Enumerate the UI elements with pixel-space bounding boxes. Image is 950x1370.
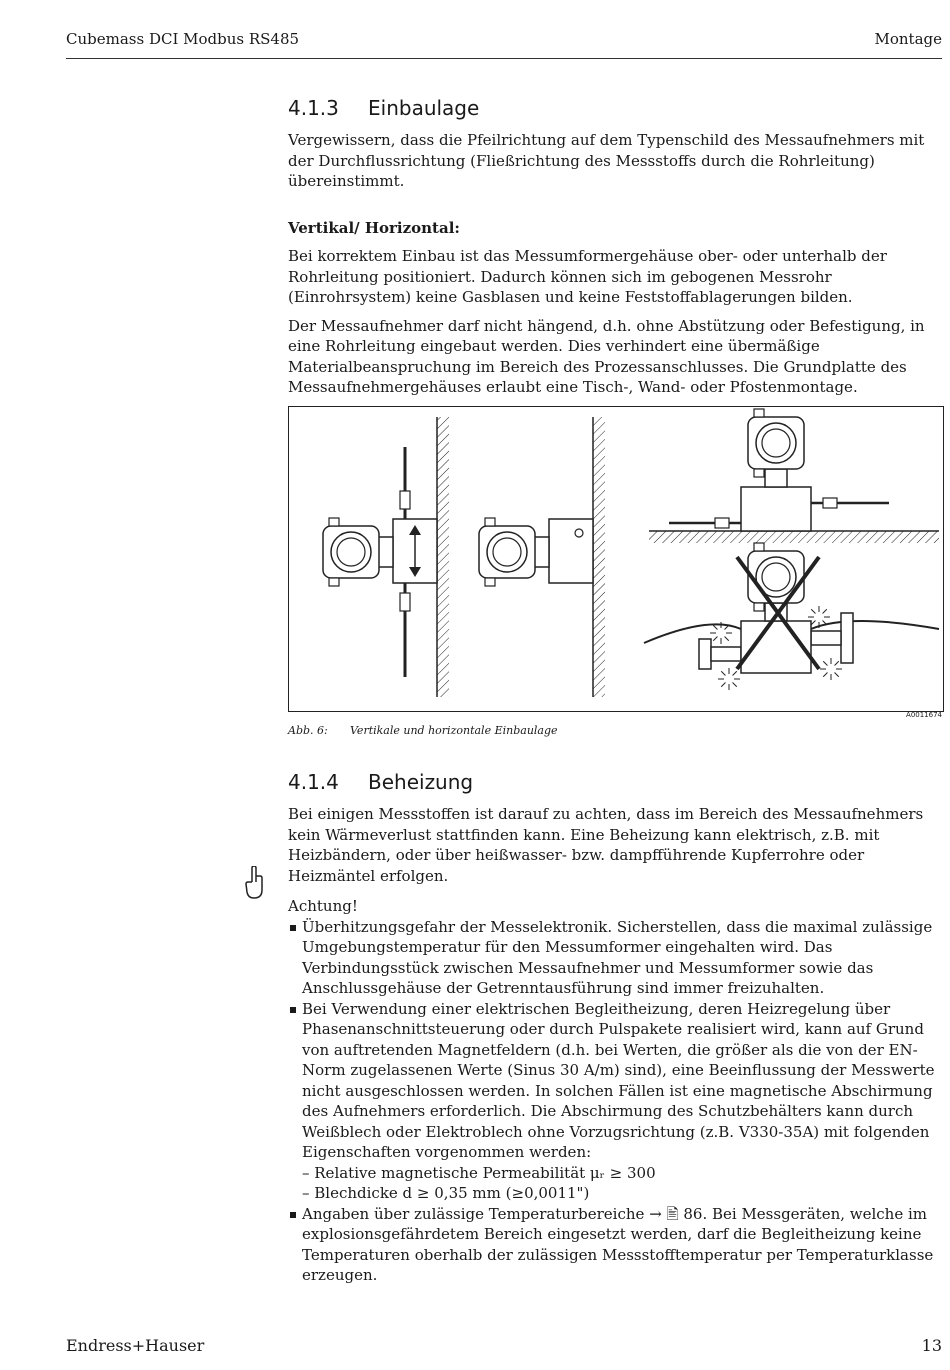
flange-right [841, 613, 853, 663]
section-einbaulage [288, 96, 942, 398]
sub-item: – Relative magnetische Permeabilität μᵣ ≥ 300 [302, 1163, 656, 1182]
list-item [288, 999, 942, 1204]
stress-burst-2-5 [721, 671, 725, 675]
wall-1 [437, 417, 449, 697]
stress-burst-2-7 [733, 671, 737, 675]
process-connection-right [811, 631, 841, 645]
pipe-coupling-left [715, 518, 729, 528]
section-beheizung [288, 770, 942, 1286]
paragraph: Der Messaufnehmer darf nicht hängend, d.h. ohne Abstützung oder Befestigung, in eine Rohrleitung eingebaut werden. Dies verhindert eine übermäßige Materialbeanspruchung im Bereich des Prozessanschlusses. Die Grundplatte des Messaufnehmergehäuses erlaubt eine Tisch-, Wand- oder Pfostenmontage. [288, 316, 925, 396]
stress-burst-0-5 [713, 625, 717, 629]
page-header [66, 28, 942, 59]
header-document-title: Cubemass DCI Modbus RS485 [66, 30, 300, 48]
floor [649, 531, 939, 543]
flange-left [699, 639, 711, 669]
sub-item: – Blechdicke d ≥ 0,35 mm (≥0,0011") [302, 1184, 590, 1202]
figure-caption-text: Vertikale und horizontale Einbaulage [350, 724, 558, 737]
mount-bolt [575, 529, 583, 537]
pipe-coupling-top [400, 491, 410, 509]
process-connection-left [711, 647, 741, 661]
transmitter-housing-4-window [762, 563, 790, 591]
sensor-box-2 [549, 519, 593, 583]
sensor-box-3 [741, 487, 811, 531]
stress-burst-3-1 [835, 673, 839, 677]
section-heading [288, 96, 942, 120]
stress-burst-0-1 [725, 637, 729, 641]
section-heading [288, 770, 942, 794]
transmitter-housing-1-window [337, 538, 365, 566]
warning-title: Achtung! [288, 897, 358, 915]
page-footer [66, 1336, 942, 1355]
transmitter-housing-4-screw-top [754, 543, 764, 551]
list-item-text: Angaben über zulässige Temperaturbereiche → 🖹 86. Bei Messgeräten, welche im explosionsgefährdetem Bereich eingesetzt werden, darf die Begleitheizung keine Temperaturen oberhalb der zulässigen Messstofftemperatur per Temperaturklasse erzeugen. [302, 1204, 934, 1284]
paragraph: Bei einigen Messstoffen ist darauf zu achten, dass im Bereich des Messaufnehmers kein Wärmeverlust stattfinden kann. Eine Beheizung kann elektrisch, z.B. mit Heizbändern, oder über heißwasser- bzw. dampfführende Kupferrohre oder Heizmäntel erfolgen. [288, 805, 924, 885]
neck-3 [765, 469, 787, 487]
section-title: Beheizung [368, 770, 474, 794]
transmitter-housing-1-screw-bottom [329, 578, 339, 586]
figure-caption [288, 724, 558, 737]
stress-burst-3-3 [823, 673, 827, 677]
transmitter-housing-2-window [493, 538, 521, 566]
footer-company: Endress+Hauser [66, 1336, 205, 1355]
stress-burst-1-5 [811, 609, 815, 613]
stress-burst-0-3 [713, 637, 717, 641]
page-number: 13 [921, 1336, 942, 1355]
header-chapter: Montage [874, 30, 942, 48]
figure-frame [288, 406, 944, 712]
wall-2 [593, 417, 605, 697]
mounting-diagram [289, 407, 943, 711]
warning-list [288, 917, 942, 1286]
section-number: 4.1.3 [288, 96, 339, 120]
list-item-text: Überhitzungsgefahr der Messelektronik. Sicherstellen, dass die maximal zulässige Umgebungstemperatur für den Messumformer eingehalten wird. Das Verbindungsstück zwischen Messaufnehmer und Messumformer sowie das Anschlussgehäuse der Getrenntausführung sind immer freizuhalten. [302, 917, 933, 997]
list-item [288, 1204, 942, 1286]
transmitter-housing-2-screw-bottom [485, 578, 495, 586]
subheading: Vertikal/ Horizontal: [288, 218, 460, 237]
transmitter-housing-3-window [762, 429, 790, 457]
stress-burst-2-3 [721, 683, 725, 687]
pipe-coupling-right [823, 498, 837, 508]
hanging-pipe-right [811, 621, 939, 629]
section-title: Einbaulage [368, 96, 480, 120]
section-number: 4.1.4 [288, 770, 339, 794]
figure-label: Abb. 6: [288, 724, 328, 737]
list-item [288, 917, 942, 999]
pointing-hand-icon [244, 866, 266, 904]
stress-burst-3-5 [823, 661, 827, 665]
transmitter-housing-3-screw-bottom [754, 469, 764, 477]
stress-burst-3-7 [835, 661, 839, 665]
transmitter-housing-4-screw-bottom [754, 603, 764, 611]
transmitter-housing-2-screw-top [485, 518, 495, 526]
transmitter-housing-3-screw-top [754, 409, 764, 417]
paragraph: Bei korrektem Einbau ist das Messumformergehäuse ober- oder unterhalb der Rohrleitung positioniert. Dadurch können sich im gebogenen Messrohr (Einrohrsystem) keine Gasblasen und keine Feststoffablagerungen bilden. [288, 247, 887, 306]
intro-paragraph: Vergewissern, dass die Pfeilrichtung auf dem Typenschild des Messaufnehmers mit der Durchflussrichtung (Fließrichtung des Messstoffs durch die Rohrleitung) übereinstimmt. [288, 131, 925, 190]
transmitter-housing-1-screw-top [329, 518, 339, 526]
figure-code: A0011674 [906, 711, 942, 719]
pipe-coupling-bottom [400, 593, 410, 611]
stress-burst-1-3 [811, 621, 815, 625]
stress-burst-1-7 [823, 609, 827, 613]
stress-burst-2-1 [733, 683, 737, 687]
list-item-text: Bei Verwendung einer elektrischen Begleitheizung, deren Heizregelung über Phasenanschnittsteuerung oder durch Pulspakete realisiert wird, kann auf Grund von auftretenden Magnetfeldern (d.h. bei Werten, die größer als die von der EN-Norm zugelassenen Werte (Sinus 30 A/m) sind), eine Beeinflussung der Messwerte nicht ausgeschlossen werden. In solchen Fällen ist eine magnetische Abschirmung des Aufnehmers erforderlich. Die Abschirmung des Schutzbehälters kann durch Weißblech oder Elektroblech ohne Vorzugsrichtung (z.B. V330-35A) mit folgenden Eigenschaften vorgenommen werden: [302, 999, 935, 1161]
